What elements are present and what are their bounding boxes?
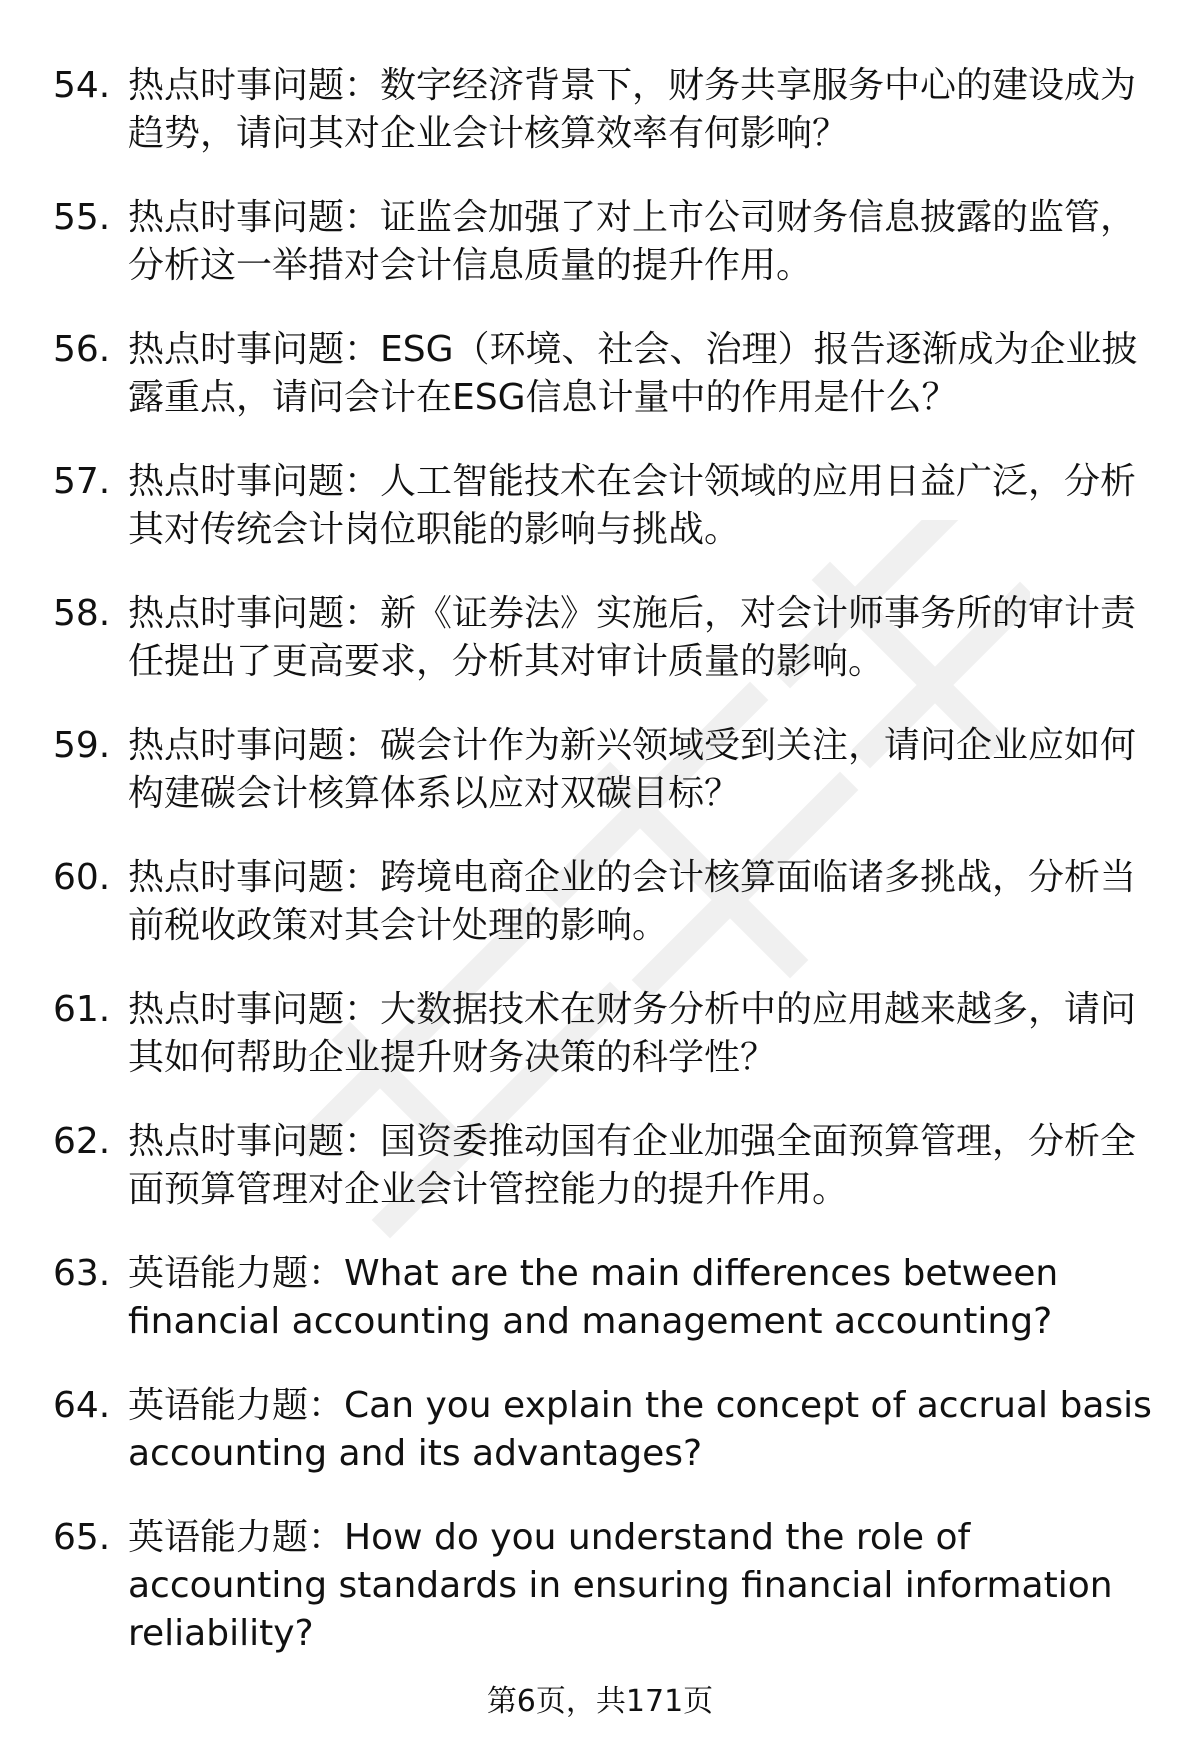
question-number: 59. — [53, 725, 111, 766]
question-number: 58. — [53, 593, 111, 634]
question-text: 英语能力题：What are the main differences between financial accounting and management accounting? — [128, 1253, 1059, 1342]
question-item — [0, 326, 1200, 458]
question-number: 57. — [53, 461, 111, 502]
question-item — [0, 590, 1200, 722]
question-item — [0, 1250, 1200, 1382]
page-footer: 第6页，共171页 — [486, 1684, 714, 1719]
question-text: 热点时事问题：证监会加强了对上市公司财务信息披露的监管，分析这一举措对会计信息质量的提升作用。 — [128, 197, 1137, 286]
question-text: 热点时事问题：国资委推动国有企业加强全面预算管理，分析全面预算管理对企业会计管控能力的提升作用。 — [128, 1121, 1137, 1210]
question-item — [0, 986, 1200, 1118]
question-number: 63. — [53, 1253, 111, 1294]
question-number: 55. — [53, 197, 111, 238]
question-text: 热点时事问题：人工智能技术在会计领域的应用日益广泛，分析其对传统会计岗位职能的影响与挑战。 — [128, 461, 1137, 550]
question-item — [0, 1514, 1200, 1654]
question-number: 64. — [53, 1385, 111, 1426]
question-item — [0, 194, 1200, 326]
question-number: 61. — [53, 989, 111, 1030]
question-number: 62. — [53, 1121, 111, 1162]
question-number: 56. — [53, 329, 111, 370]
question-item — [0, 62, 1200, 194]
question-number: 65. — [53, 1517, 111, 1558]
question-text: 热点时事问题：数字经济背景下，财务共享服务中心的建设成为趋势，请问其对企业会计核算效率有何影响？ — [128, 65, 1137, 154]
question-item — [0, 722, 1200, 854]
question-number: 54. — [53, 65, 111, 106]
question-text: 热点时事问题：新《证券法》实施后，对会计师事务所的审计责任提出了更高要求，分析其对审计质量的影响。 — [128, 593, 1137, 682]
question-item — [0, 458, 1200, 590]
question-text: 热点时事问题：ESG（环境、社会、治理）报告逐渐成为企业披露重点，请问会计在ESG信息计量中的作用是什么？ — [128, 329, 1138, 418]
question-text: 英语能力题：Can you explain the concept of accrual basis accounting and its advantages? — [128, 1385, 1152, 1474]
question-text: 热点时事问题：碳会计作为新兴领域受到关注，请问企业应如何构建碳会计核算体系以应对双碳目标？ — [128, 725, 1137, 814]
question-item — [0, 1118, 1200, 1250]
question-list — [0, 62, 1200, 1654]
question-item — [0, 1382, 1200, 1514]
question-item — [0, 854, 1200, 986]
question-number: 60. — [53, 857, 111, 898]
question-text: 热点时事问题：大数据技术在财务分析中的应用越来越多，请问其如何帮助企业提升财务决策的科学性？ — [128, 989, 1137, 1078]
question-text: 英语能力题：How do you understand the role of accounting standards in ensuring financial information reliability? — [128, 1517, 1113, 1654]
question-text: 热点时事问题：跨境电商企业的会计核算面临诸多挑战，分析当前税收政策对其会计处理的影响。 — [128, 857, 1137, 946]
